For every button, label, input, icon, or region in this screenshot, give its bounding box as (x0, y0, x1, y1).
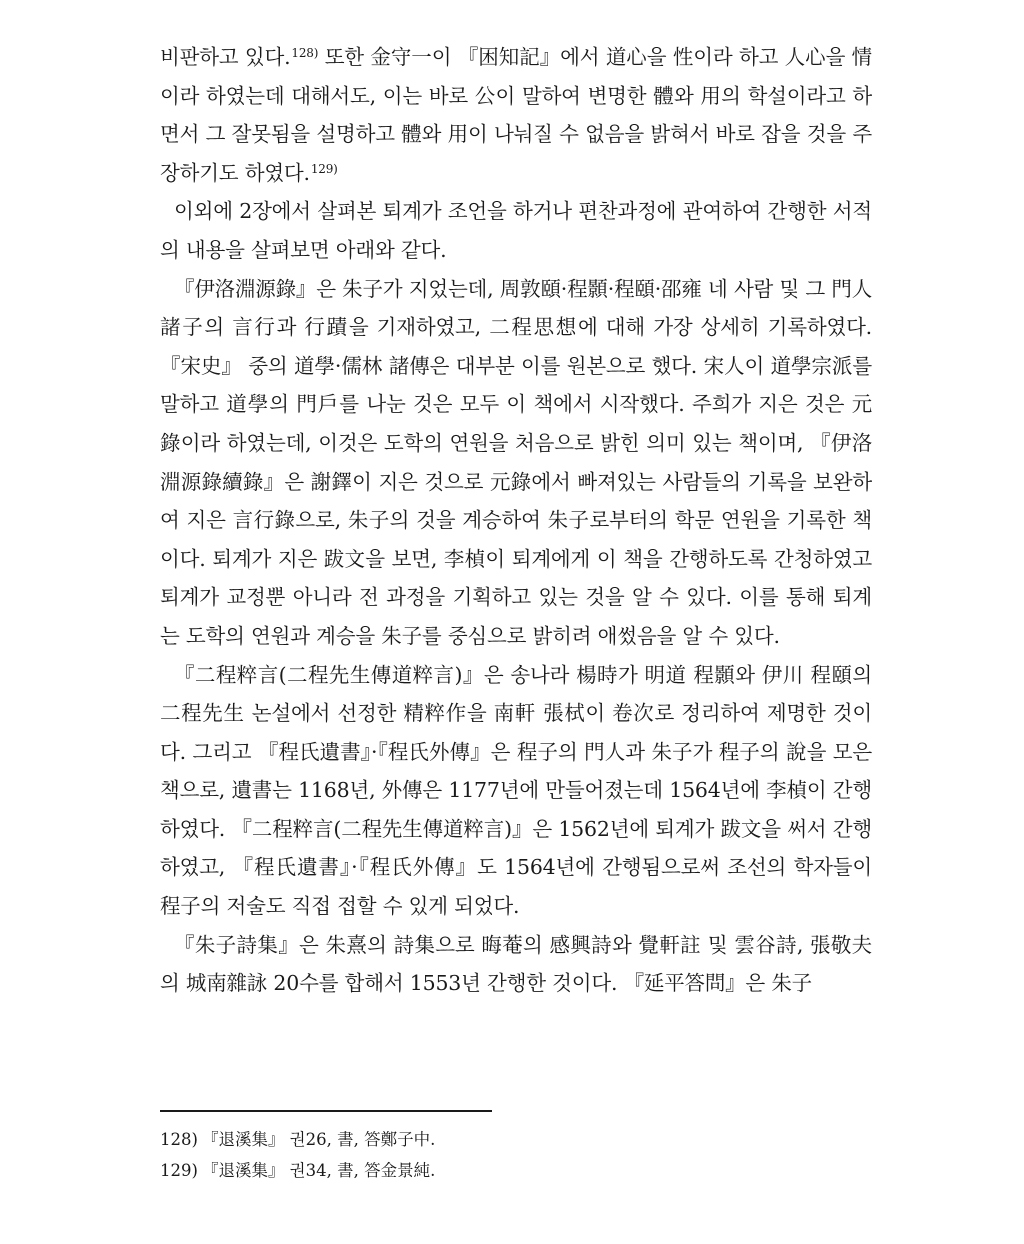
footnote (160, 1124, 872, 1155)
text-run: 『二程粹言(二程先生傳道粹言)』은 송나라 楊時가 明道 程顥와 伊川 程頤의 二程先生 논설에서 선정한 精粹作을 南軒 張栻이 卷次로 정리하여 제명한 것이다. 그리고 『程氏遺書』·『程氏外傳』은 程子의 門人과 朱子가 程子의 說을 모은 책으로, 遺書는 1168년, 外傳은 1177년에 만들어졌는데 1564년에 李楨이 간행하였다. 『二程粹言(二程先生傳道粹言)』은 1562년에 퇴계가 跋文을 써서 간행하였고, 『程氏遺書』·『程氏外傳』도 1564년에 간행됨으로써 조선의 학자들이 程子의 저술도 직접 접할 수 있게 되었다. (160, 662, 872, 919)
paragraph (160, 270, 872, 656)
text-run: 『朱子詩集』은 朱熹의 詩集으로 晦菴의 感興詩와 覺軒註 및 雲谷詩, 張敬夫의 城南雜詠 20수를 합해서 1553년 간행한 것이다. 『延平答問』은 朱子 (160, 932, 872, 996)
footnote-text: 『退溪集』 권34, 書, 答金景純. (201, 1161, 436, 1180)
footnote-text: 『退溪集』 권26, 書, 答鄭子中. (201, 1130, 436, 1149)
paragraph (160, 38, 872, 192)
footnote-number: 129) (160, 1161, 198, 1180)
paragraph (160, 926, 872, 1003)
body-text (160, 38, 872, 1003)
text-run: 또한 金守一이 『困知記』에서 道心을 性이라 하고 人心을 情이라 하였는데 대해서도, 이는 바로 公이 말하여 변명한 體와 用의 학설이라고 하면서 그 잘못됨을 설명하고 體와 用이 나눠질 수 없음을 밝혀서 바로 잡을 것을 주장하기도 하였다. (160, 45, 872, 185)
footnote-marker: 129) (310, 161, 338, 176)
footnote-number: 128) (160, 1130, 198, 1149)
paragraph (160, 656, 872, 926)
paragraph (160, 192, 872, 269)
text-run: 『伊洛淵源錄』은 朱子가 지었는데, 周敦頤·程顥·程頤·邵雍 네 사람 및 그 門人諸子의 言行과 行蹟을 기재하였고, 二程思想에 대해 가장 상세히 기록하였다. 『宋史』 중의 道學·儒林 諸傳은 대부분 이를 원본으로 했다. 宋人이 道學宗派를 말하고 道學의 門戶를 나눈 것은 모두 이 책에서 시작했다. 주희가 지은 것은 元錄이라 하였는데, 이것은 도학의 연원을 처음으로 밝힌 의미 있는 책이며, 『伊洛淵源錄續錄』은 謝鐸이 지은 것으로 元錄에서 빠져있는 사람들의 기록을 보완하여 지은 言行錄으로, 朱子의 것을 계승하여 朱子로부터의 학문 연원을 기록한 책이다. 퇴계가 지은 跋文을 보면, 李楨이 퇴계에게 이 책을 간행하도록 간청하였고 퇴계가 교정뿐 아니라 전 과정을 기획하고 있는 것을 알 수 있다. 이를 통해 퇴계는 도학의 연원과 계승을 朱子를 중심으로 밝히려 애썼음을 알 수 있다. (160, 276, 872, 648)
footnotes (160, 1124, 872, 1186)
document-page (160, 0, 872, 1244)
text-run: 이외에 2장에서 살펴본 퇴계가 조언을 하거나 편찬과정에 관여하여 간행한 서적의 내용을 살펴보면 아래와 같다. (160, 199, 872, 262)
footnote-rule (160, 1110, 492, 1112)
text-run: 비판하고 있다. (160, 45, 291, 69)
footnote (160, 1155, 872, 1186)
footnote-marker: 128) (291, 46, 319, 60)
